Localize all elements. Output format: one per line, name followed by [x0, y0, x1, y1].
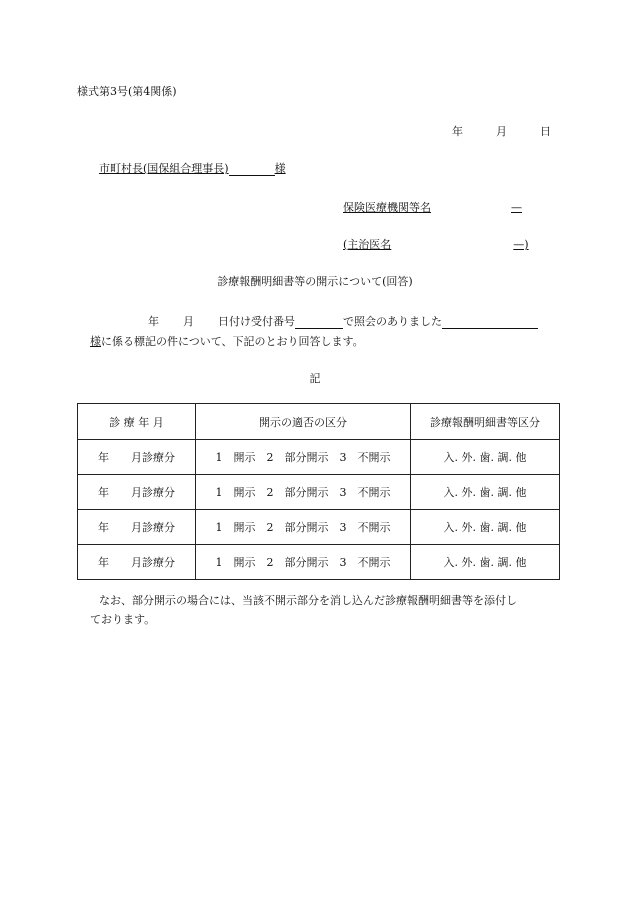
body-year: 年 — [148, 315, 159, 328]
body-inquiry: で照会のありました — [343, 315, 442, 328]
body-line-1 — [148, 313, 538, 329]
document-title: 診療報酬明細書等の開示について(回答) — [217, 275, 413, 288]
cell-category: 入. 外. 歯. 調. 他 — [411, 545, 560, 580]
header-category: 診療報酬明細書等区分 — [411, 404, 560, 440]
inquiry-name-blank — [442, 317, 538, 329]
note-line-1: なお、部分開示の場合には、当該不開示部分を消し込んだ診療報酬明細書等を添付し — [99, 594, 517, 607]
cell-disclosure: 1 開示 2 部分開示 3 不開示 — [196, 475, 411, 510]
date-month: 月 — [496, 125, 507, 138]
note-line-2: ております。 — [90, 613, 156, 626]
receipt-number-blank — [295, 317, 343, 329]
body-received: 日付け受付番号 — [218, 315, 295, 328]
header-disclosure: 開示の適否の区分 — [196, 404, 411, 440]
date-day: 日 — [540, 125, 551, 138]
body-line-2 — [90, 333, 364, 349]
institution-dash: — — [511, 201, 522, 214]
institution-label: 保険医療機関等名 — [343, 201, 431, 214]
date-year: 年 — [452, 125, 463, 138]
cell-category: 入. 外. 歯. 調. 他 — [411, 440, 560, 475]
cell-period: 年 月診療分 — [78, 545, 196, 580]
disclosure-table — [77, 403, 560, 580]
cell-category: 入. 外. 歯. 調. 他 — [411, 510, 560, 545]
table-row — [78, 475, 560, 510]
cell-disclosure: 1 開示 2 部分開示 3 不開示 — [196, 440, 411, 475]
doctor-line — [343, 236, 529, 252]
table-row — [78, 510, 560, 545]
cell-period: 年 月診療分 — [78, 475, 196, 510]
body-honorific: 様 — [90, 335, 101, 348]
table-row — [78, 545, 560, 580]
body-month: 月 — [183, 315, 194, 328]
cell-period: 年 月診療分 — [78, 510, 196, 545]
addressee-name: 市町村長(国保組合理事長) — [99, 162, 229, 175]
cell-disclosure: 1 開示 2 部分開示 3 不開示 — [196, 510, 411, 545]
cell-disclosure: 1 開示 2 部分開示 3 不開示 — [196, 545, 411, 580]
addressee-honorific: 様 — [274, 162, 286, 175]
date-line — [452, 123, 551, 139]
doctor-label: (主治医名 — [343, 238, 392, 251]
header-period: 診 療 年 月 — [78, 404, 196, 440]
form-number: 様式第3号(第4関係) — [77, 85, 177, 98]
institution-line — [343, 199, 522, 215]
doctor-end: —) — [513, 238, 529, 251]
table-header-row — [78, 404, 560, 440]
addressee-blank — [229, 164, 275, 176]
table-row — [78, 440, 560, 475]
body-rest: に係る標記の件について、下記のとおり回答します。 — [101, 335, 364, 348]
cell-period: 年 月診療分 — [78, 440, 196, 475]
addressee — [99, 160, 286, 176]
ki-heading: 記 — [309, 372, 321, 385]
cell-category: 入. 外. 歯. 調. 他 — [411, 475, 560, 510]
